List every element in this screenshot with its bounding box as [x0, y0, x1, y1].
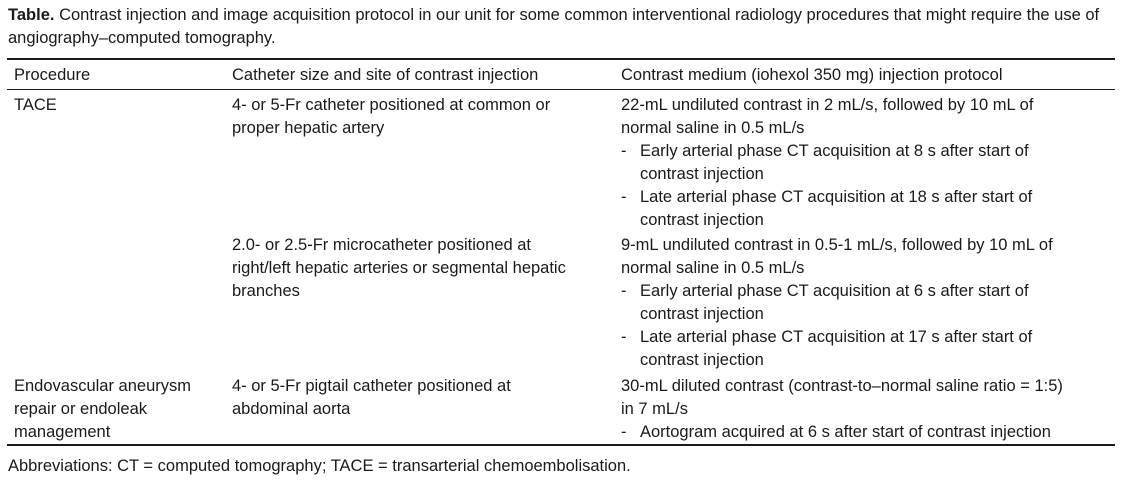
- catheter-cell-line: right/left hepatic arteries or segmental hepatic: [232, 259, 566, 277]
- header-protocol: Contrast medium (iohexol 350 mg) injection protocol: [621, 66, 1003, 84]
- protocol-cell-line: normal saline in 0.5 mL/s: [621, 119, 805, 137]
- bullet-text-line: Early arterial phase CT acquisition at 6 s after start of: [640, 282, 1029, 300]
- caption-text: Contrast injection and image acquisition protocol in our unit for some common interventional radiology procedures that might require the use of angiography–computed tomography.: [8, 6, 1100, 47]
- procedure-cell-line: Endovascular aneurysm: [14, 377, 192, 395]
- header-catheter: Catheter size and site of contrast injection: [232, 66, 539, 84]
- procedure-cell-line: management: [14, 423, 111, 441]
- bullet-text-line: contrast injection: [640, 165, 764, 183]
- bullet-text-line: Late arterial phase CT acquisition at 18 s after start of: [640, 188, 1033, 206]
- bullet-dash: -: [621, 282, 627, 300]
- bullet-dash: -: [621, 423, 627, 441]
- protocol-cell-line: 22-mL undiluted contrast in 2 mL/s, followed by 10 mL of: [621, 96, 1034, 114]
- caption-label: Table.: [8, 6, 55, 24]
- catheter-cell-line: 4- or 5-Fr pigtail catheter positioned at: [232, 377, 511, 395]
- catheter-cell-line: abdominal aorta: [232, 400, 351, 418]
- table-header-rule: [7, 89, 1115, 90]
- procedure-cell-line: repair or endoleak: [14, 400, 147, 418]
- procedure-cell-line: TACE: [14, 96, 57, 114]
- bullet-dash: -: [621, 328, 627, 346]
- catheter-cell-line: branches: [232, 282, 300, 300]
- bullet-dash: -: [621, 188, 627, 206]
- table-bottom-rule: [7, 444, 1115, 446]
- header-procedure: Procedure: [14, 66, 91, 84]
- bullet-text-line: contrast injection: [640, 211, 764, 229]
- protocol-cell-line: 30-mL diluted contrast (contrast-to–normal saline ratio = 1:5): [621, 377, 1063, 395]
- table-caption: [8, 4, 1114, 50]
- catheter-cell-line: 2.0- or 2.5-Fr microcatheter positioned at: [232, 236, 531, 254]
- catheter-cell-line: 4- or 5-Fr catheter positioned at common or: [232, 96, 551, 114]
- protocol-cell-line: 9-mL undiluted contrast in 0.5-1 mL/s, followed by 10 mL of: [621, 236, 1053, 254]
- protocol-cell-line: in 7 mL/s: [621, 400, 688, 418]
- bullet-text-line: contrast injection: [640, 351, 764, 369]
- bullet-text-line: Aortogram acquired at 6 s after start of contrast injection: [640, 423, 1051, 441]
- table-top-rule: [7, 58, 1115, 60]
- bullet-text-line: Early arterial phase CT acquisition at 8 s after start of: [640, 142, 1029, 160]
- bullet-text-line: contrast injection: [640, 305, 764, 323]
- abbreviations-footnote: Abbreviations: CT = computed tomography; TACE = transarterial chemoembolisation.: [8, 457, 631, 475]
- protocol-cell-line: normal saline in 0.5 mL/s: [621, 259, 805, 277]
- bullet-dash: -: [621, 142, 627, 160]
- bullet-text-line: Late arterial phase CT acquisition at 17 s after start of: [640, 328, 1033, 346]
- catheter-cell-line: proper hepatic artery: [232, 119, 385, 137]
